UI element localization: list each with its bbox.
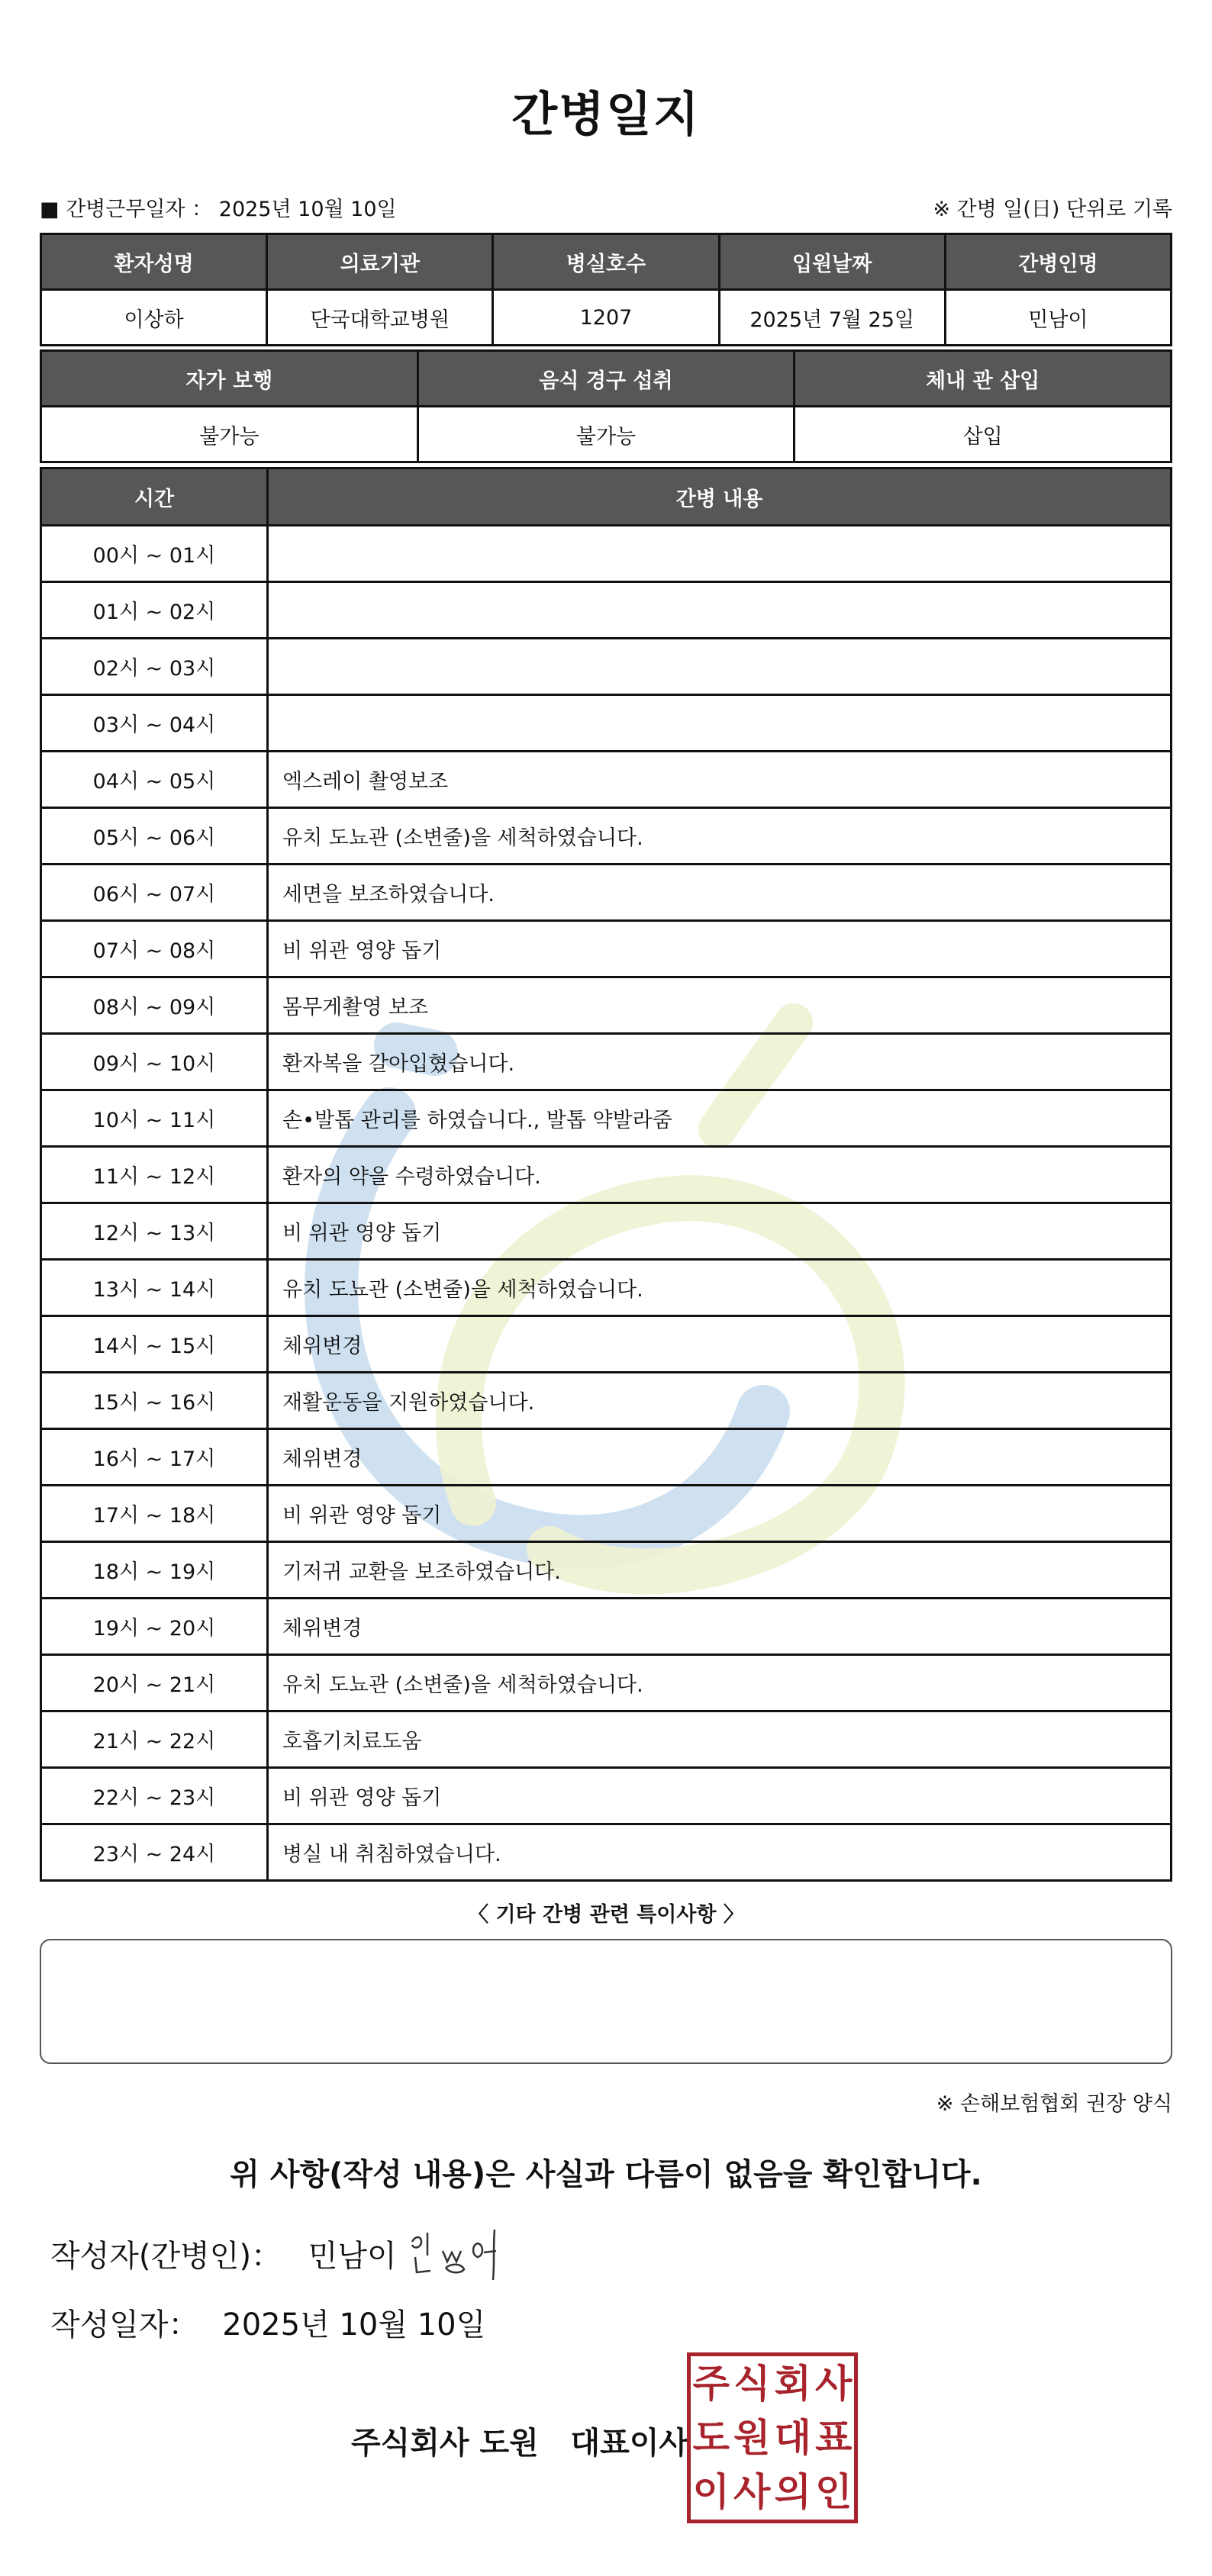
care-log-time: 23시 ~ 24시 bbox=[41, 1824, 268, 1881]
care-log-content: 세면을 보조하였습니다. bbox=[268, 865, 1172, 921]
seal-character: 사 bbox=[815, 2361, 853, 2406]
care-log-row bbox=[41, 1486, 1172, 1542]
care-log-row bbox=[41, 1655, 1172, 1711]
date-value: 2025년 10월 10일 bbox=[222, 2307, 486, 2343]
care-log-row bbox=[41, 977, 1172, 1034]
confirm-statement: 위 사항(작성 내용)은 사실과 다름이 없음을 확인합니다. bbox=[230, 2157, 982, 2192]
walking-status: 불가능 bbox=[41, 407, 418, 462]
handwritten-signature-icon bbox=[405, 2219, 527, 2288]
care-log-content: 몸무게촬영 보조 bbox=[268, 977, 1172, 1034]
care-log-time: 22시 ~ 23시 bbox=[41, 1768, 268, 1824]
patient-info-header-row bbox=[41, 234, 1172, 290]
care-log-row bbox=[41, 1599, 1172, 1655]
care-log-row bbox=[41, 1090, 1172, 1147]
care-log-row bbox=[41, 921, 1172, 977]
company-name: 주식회사 도원 대표이사 bbox=[351, 2426, 689, 2461]
work-date-label: ■ 간병근무일자 ： bbox=[40, 198, 213, 221]
hospital: 단국대학교병원 bbox=[267, 290, 493, 346]
care-log-content: 유치 도뇨관 (소변줄)을 세척하였습니다. bbox=[268, 1655, 1172, 1711]
care-log-time: 06시 ~ 07시 bbox=[41, 865, 268, 921]
room-number: 1207 bbox=[493, 290, 719, 346]
care-log-row bbox=[41, 1711, 1172, 1768]
work-date bbox=[40, 192, 397, 222]
document-title: 간병일지 bbox=[511, 86, 701, 142]
care-log-row bbox=[41, 1260, 1172, 1316]
patient-info-table bbox=[40, 233, 1172, 346]
seal-character: 표 bbox=[815, 2415, 853, 2460]
caregiver-name: 민남이 bbox=[945, 290, 1171, 346]
author-row bbox=[50, 2232, 397, 2275]
care-log-content: 비 위관 영양 돕기 bbox=[268, 1768, 1172, 1824]
seal-character: 원 bbox=[733, 2415, 771, 2460]
care-log-time: 13시 ~ 14시 bbox=[41, 1260, 268, 1316]
care-log-time: 10시 ~ 11시 bbox=[41, 1090, 268, 1147]
seal-character: 의 bbox=[774, 2470, 811, 2515]
seal-character: 주 bbox=[692, 2361, 730, 2406]
care-log-time: 08시 ~ 09시 bbox=[41, 977, 268, 1034]
care-log-time: 15시 ~ 16시 bbox=[41, 1373, 268, 1429]
hospital-header: 의료기관 bbox=[267, 234, 493, 290]
care-log-row bbox=[41, 1034, 1172, 1090]
remarks-box[interactable] bbox=[40, 1939, 1172, 2064]
oral-intake-status: 불가능 bbox=[417, 407, 795, 462]
care-log-content: 재활운동을 지원하였습니다. bbox=[268, 1373, 1172, 1429]
time-header: 시간 bbox=[41, 469, 268, 526]
care-log-content: 호흡기치료도움 bbox=[268, 1711, 1172, 1768]
care-log-row bbox=[41, 526, 1172, 582]
care-log-row bbox=[41, 1542, 1172, 1599]
care-log-content: 비 위관 영양 돕기 bbox=[268, 921, 1172, 977]
date-row bbox=[50, 2301, 485, 2344]
seal-character: 식 bbox=[733, 2361, 771, 2406]
care-log-content: 체위변경 bbox=[268, 1599, 1172, 1655]
care-log-row bbox=[41, 1768, 1172, 1824]
care-log-content: 비 위관 영양 돕기 bbox=[268, 1486, 1172, 1542]
oral-intake-header: 음식 경구 섭취 bbox=[417, 351, 795, 407]
care-log-time: 03시 ~ 04시 bbox=[41, 695, 268, 752]
seal-character: 이 bbox=[692, 2470, 730, 2515]
care-log-content: 엑스레이 촬영보조 bbox=[268, 752, 1172, 808]
seal-character: 사 bbox=[733, 2470, 771, 2515]
tube-insertion-header: 체내 관 삽입 bbox=[795, 351, 1172, 407]
care-log-content bbox=[268, 582, 1172, 639]
caregiver-name-header: 간병인명 bbox=[945, 234, 1171, 290]
care-log-time: 00시 ~ 01시 bbox=[41, 526, 268, 582]
patient-status-value-row bbox=[41, 407, 1172, 462]
seal-character: 회 bbox=[774, 2361, 811, 2406]
date-label: 작성일자： bbox=[50, 2307, 199, 2343]
care-log-content bbox=[268, 526, 1172, 582]
care-log-content: 환자의 약을 수령하였습니다. bbox=[268, 1147, 1172, 1203]
seal-character: 인 bbox=[815, 2470, 853, 2515]
care-log-row bbox=[41, 1373, 1172, 1429]
tube-insertion-status: 삽입 bbox=[795, 407, 1172, 462]
care-log-row bbox=[41, 1316, 1172, 1373]
care-log-table bbox=[40, 467, 1172, 1882]
care-log-time: 20시 ~ 21시 bbox=[41, 1655, 268, 1711]
care-log-content: 체위변경 bbox=[268, 1316, 1172, 1373]
care-log-time: 18시 ~ 19시 bbox=[41, 1542, 268, 1599]
care-log-time: 21시 ~ 22시 bbox=[41, 1711, 268, 1768]
care-log-content: 유치 도뇨관 (소변줄)을 세척하였습니다. bbox=[268, 1260, 1172, 1316]
care-log-row bbox=[41, 695, 1172, 752]
care-log-content: 비 위관 영양 돕기 bbox=[268, 1203, 1172, 1260]
company-seal-icon bbox=[687, 2352, 858, 2523]
content-header: 간병 내용 bbox=[268, 469, 1172, 526]
care-log-time: 17시 ~ 18시 bbox=[41, 1486, 268, 1542]
care-log-row bbox=[41, 582, 1172, 639]
work-date-value: 2025년 10월 10일 bbox=[218, 198, 397, 221]
care-log-time: 01시 ~ 02시 bbox=[41, 582, 268, 639]
care-log-time: 09시 ~ 10시 bbox=[41, 1034, 268, 1090]
patient-status-table bbox=[40, 349, 1172, 463]
patient-status-header-row bbox=[41, 351, 1172, 407]
care-log-content bbox=[268, 639, 1172, 695]
care-log-time: 07시 ~ 08시 bbox=[41, 921, 268, 977]
care-log-content: 환자복을 갈아입혔습니다. bbox=[268, 1034, 1172, 1090]
recommend-note: ※ 손해보험협회 권장 양식 bbox=[936, 2092, 1172, 2116]
care-log-content bbox=[268, 695, 1172, 752]
care-log-row bbox=[41, 1429, 1172, 1486]
care-log-row bbox=[41, 808, 1172, 865]
seal-character: 대 bbox=[774, 2415, 811, 2460]
care-log-time: 05시 ~ 06시 bbox=[41, 808, 268, 865]
care-log-time: 12시 ~ 13시 bbox=[41, 1203, 268, 1260]
care-log-content: 체위변경 bbox=[268, 1429, 1172, 1486]
care-log-content: 유치 도뇨관 (소변줄)을 세척하였습니다. bbox=[268, 808, 1172, 865]
care-log-row bbox=[41, 1824, 1172, 1881]
room-number-header: 병실호수 bbox=[493, 234, 719, 290]
care-log-row bbox=[41, 752, 1172, 808]
care-log-time: 02시 ~ 03시 bbox=[41, 639, 268, 695]
care-log-content: 기저귀 교환을 보조하였습니다. bbox=[268, 1542, 1172, 1599]
remarks-heading: 〈 기타 간병 관련 특이사항 〉 bbox=[468, 1903, 744, 1927]
care-log-row bbox=[41, 639, 1172, 695]
care-log-time: 19시 ~ 20시 bbox=[41, 1599, 268, 1655]
record-unit-note: ※ 간병 일(日) 단위로 기록 bbox=[933, 198, 1172, 221]
admission-date-header: 입원날짜 bbox=[719, 234, 945, 290]
care-log-content: 병실 내 취침하였습니다. bbox=[268, 1824, 1172, 1881]
patient-info-value-row bbox=[41, 290, 1172, 346]
walking-header: 자가 보행 bbox=[41, 351, 418, 407]
care-log-row bbox=[41, 1203, 1172, 1260]
care-log-time: 04시 ~ 05시 bbox=[41, 752, 268, 808]
author-label: 작성자(간병인)： bbox=[50, 2239, 282, 2274]
care-log-time: 11시 ~ 12시 bbox=[41, 1147, 268, 1203]
care-log-row bbox=[41, 865, 1172, 921]
patient-name: 이상하 bbox=[41, 290, 267, 346]
patient-name-header: 환자성명 bbox=[41, 234, 267, 290]
seal-character: 도 bbox=[692, 2415, 730, 2460]
admission-date: 2025년 7월 25일 bbox=[719, 290, 945, 346]
care-log-header-row bbox=[41, 469, 1172, 526]
care-log-content: 손•발톱 관리를 하였습니다., 발톱 약발라줌 bbox=[268, 1090, 1172, 1147]
author-name: 민남이 bbox=[308, 2239, 397, 2274]
care-log-time: 14시 ~ 15시 bbox=[41, 1316, 268, 1373]
care-log-row bbox=[41, 1147, 1172, 1203]
care-log-time: 16시 ~ 17시 bbox=[41, 1429, 268, 1486]
